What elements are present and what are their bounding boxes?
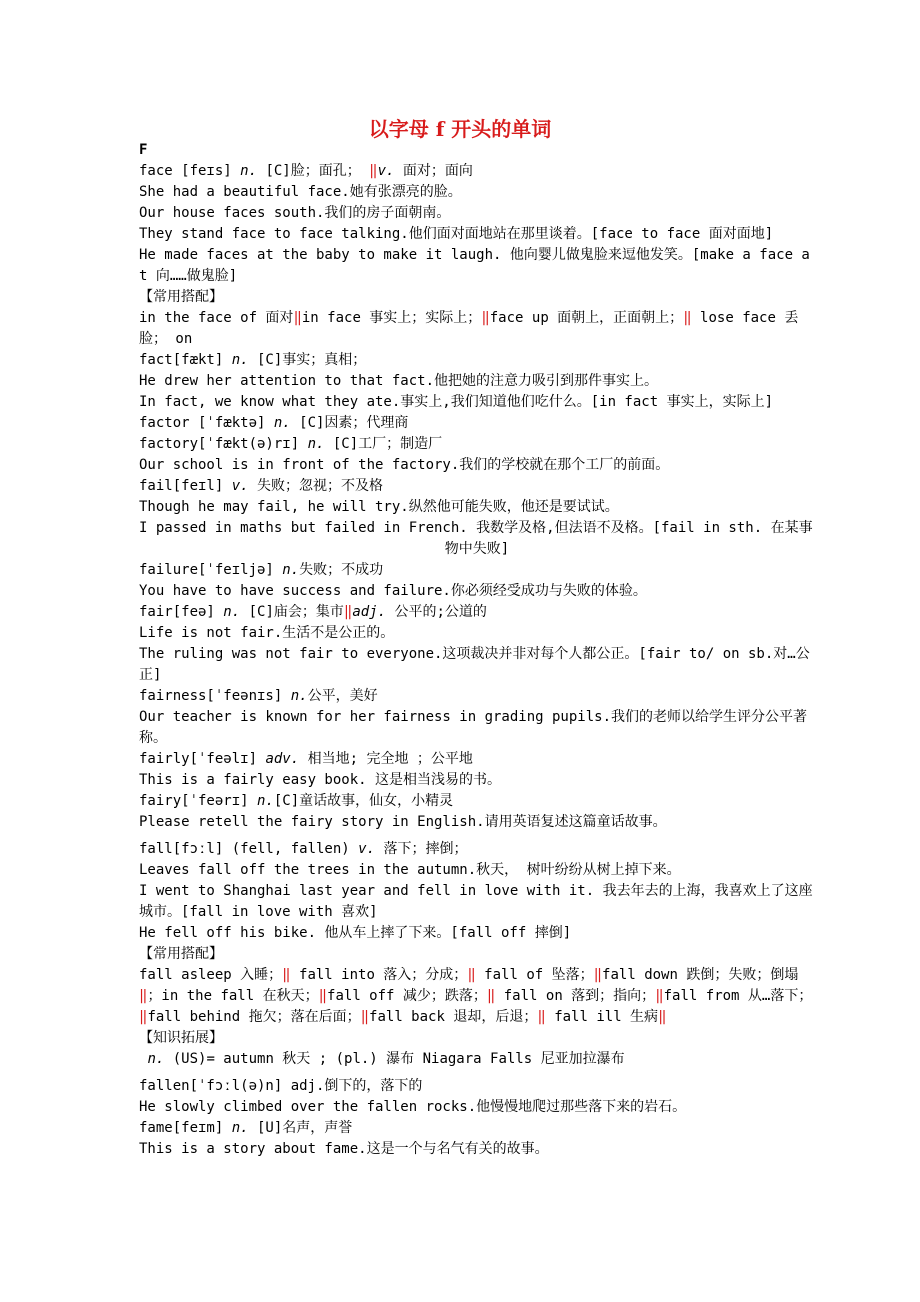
knowledge-heading: 【知识拓展】 [139, 1030, 223, 1046]
document-title: 以字母 f 开头的单词 [368, 117, 552, 141]
entry-factor: factor [ˈfæktə] n. [C]因素；代理商 [139, 415, 409, 431]
section-letter: F [139, 142, 148, 158]
entry-fallen: fallen[ˈfɔːl(ə)n] adj.倒下的，落下的 [139, 1078, 423, 1094]
entry-fairness: fairness[ˈfeənɪs] n.公平，美好 [139, 688, 378, 704]
document-body [139, 140, 815, 1160]
example-sentence: They stand face to face talking.他们面对面地站在那里谈着。[face to face 面对面地] [139, 226, 774, 242]
example-sentence: He fell off his bike. 他从车上摔了下来。[fall off 摔倒] [139, 925, 572, 941]
entry-fact: fact[fækt] n. [C]事实；真相； [139, 352, 367, 368]
example-sentence: This is a fairly easy book. 这是相当浅易的书。 [139, 772, 502, 788]
example-sentence: He made faces at the baby to make it laugh. 他向婴儿做鬼脸来逗他发笑。[make a face at 向……做鬼脸] [139, 247, 810, 284]
example-sentence: Our house faces south.我们的房子面朝南。 [139, 205, 451, 221]
entry-fail: fail[feɪl] v. 失败；忽视；不及格 [139, 478, 384, 494]
collocation-list: fall asleep 入睡；‖ fall into 落入；分成；‖ fall of 坠落；‖fall down 跌倒；失败；倒塌‖；in the fall 在秋天；‖fall off 减少；跌落；‖ fall on 落到；指向；‖fall from 从…落下；‖fall behind 拖欠；落在后面；‖fall back 退却，后退；‖ fall ill 生病‖ [139, 967, 813, 1025]
example-sentence: He slowly climbed over the fallen rocks.他慢慢地爬过那些落下来的岩石。 [139, 1099, 687, 1115]
example-sentence: I went to Shanghai last year and fell in love with it. 我去年去的上海，我喜欢上了这座城市。[fall in love with 喜欢] [139, 883, 813, 920]
example-sentence: Our teacher is known for her fairness in grading pupils.我们的老师以给学生评分公平著称。 [139, 709, 808, 746]
example-sentence: Please retell the fairy story in English.请用英语复述这篇童话故事。 [139, 814, 667, 830]
entry-fairy: fairy[ˈfeərɪ] n.[C]童话故事，仙女，小精灵 [139, 793, 454, 809]
knowledge-note: n. (US)= autumn 秋天 ; (pl.) 瀑布 Niagara Falls 尼亚加拉瀑布 [147, 1051, 625, 1067]
entry-fairly: fairly[ˈfeəlɪ] adv. 相当地; 完全地 ；公平地 [139, 751, 473, 767]
example-sentence-continued: 物中失败] [444, 541, 510, 557]
collocation-heading: 【常用搭配】 [139, 289, 223, 305]
example-sentence: Though he may fail, he will try.纵然他可能失败，他还是要试试。 [139, 499, 619, 515]
entry-fair: fair[feə] n. [C]庙会；集市‖adj. 公平的;公道的 [139, 604, 487, 620]
entry-failure: failure[ˈfeɪljə] n.失败；不成功 [139, 562, 384, 578]
entry-face: face [feɪs] n. [C]脸；面孔； ‖v. 面对；面向 [139, 163, 473, 179]
entry-fame: fame[feɪm] n. [U]名声，声誉 [139, 1120, 353, 1136]
example-sentence: Leaves fall off the trees in the autumn.秋天， 树叶纷纷从树上掉下来。 [139, 862, 681, 878]
example-sentence: She had a beautiful face.她有张漂亮的脸。 [139, 184, 462, 200]
example-sentence: He drew her attention to that fact.他把她的注意力吸引到那件事实上。 [139, 373, 659, 389]
example-sentence: I passed in maths but failed in French. 我数学及格,但法语不及格。[fail in sth. 在某事 [139, 520, 813, 536]
example-sentence: The ruling was not fair to everyone.这项裁决并非对每个人都公正。[fair to/ on sb.对…公正] [139, 646, 810, 683]
example-sentence: You have to have success and failure.你必须经受成功与失败的体验。 [139, 583, 647, 599]
example-sentence: This is a story about fame.这是一个与名气有关的故事。 [139, 1141, 549, 1157]
example-sentence: Our school is in front of the factory.我们的学校就在那个工厂的前面。 [139, 457, 670, 473]
entry-fall: fall[fɔːl] (fell, fallen) v. 落下；摔倒； [139, 841, 468, 857]
example-sentence: In fact, we know what they ate.事实上,我们知道他们吃什么。[in fact 事实上，实际上] [139, 394, 774, 410]
example-sentence: Life is not fair.生活不是公正的。 [139, 625, 395, 641]
collocation-list: in the face of 面对‖in face 事实上；实际上；‖face up 面朝上，正面朝上；‖ lose face 丢脸； on [139, 310, 799, 347]
collocation-heading: 【常用搭配】 [139, 946, 223, 962]
entry-factory: factory[ˈfækt(ə)rɪ] n. [C]工厂；制造厂 [139, 436, 443, 452]
